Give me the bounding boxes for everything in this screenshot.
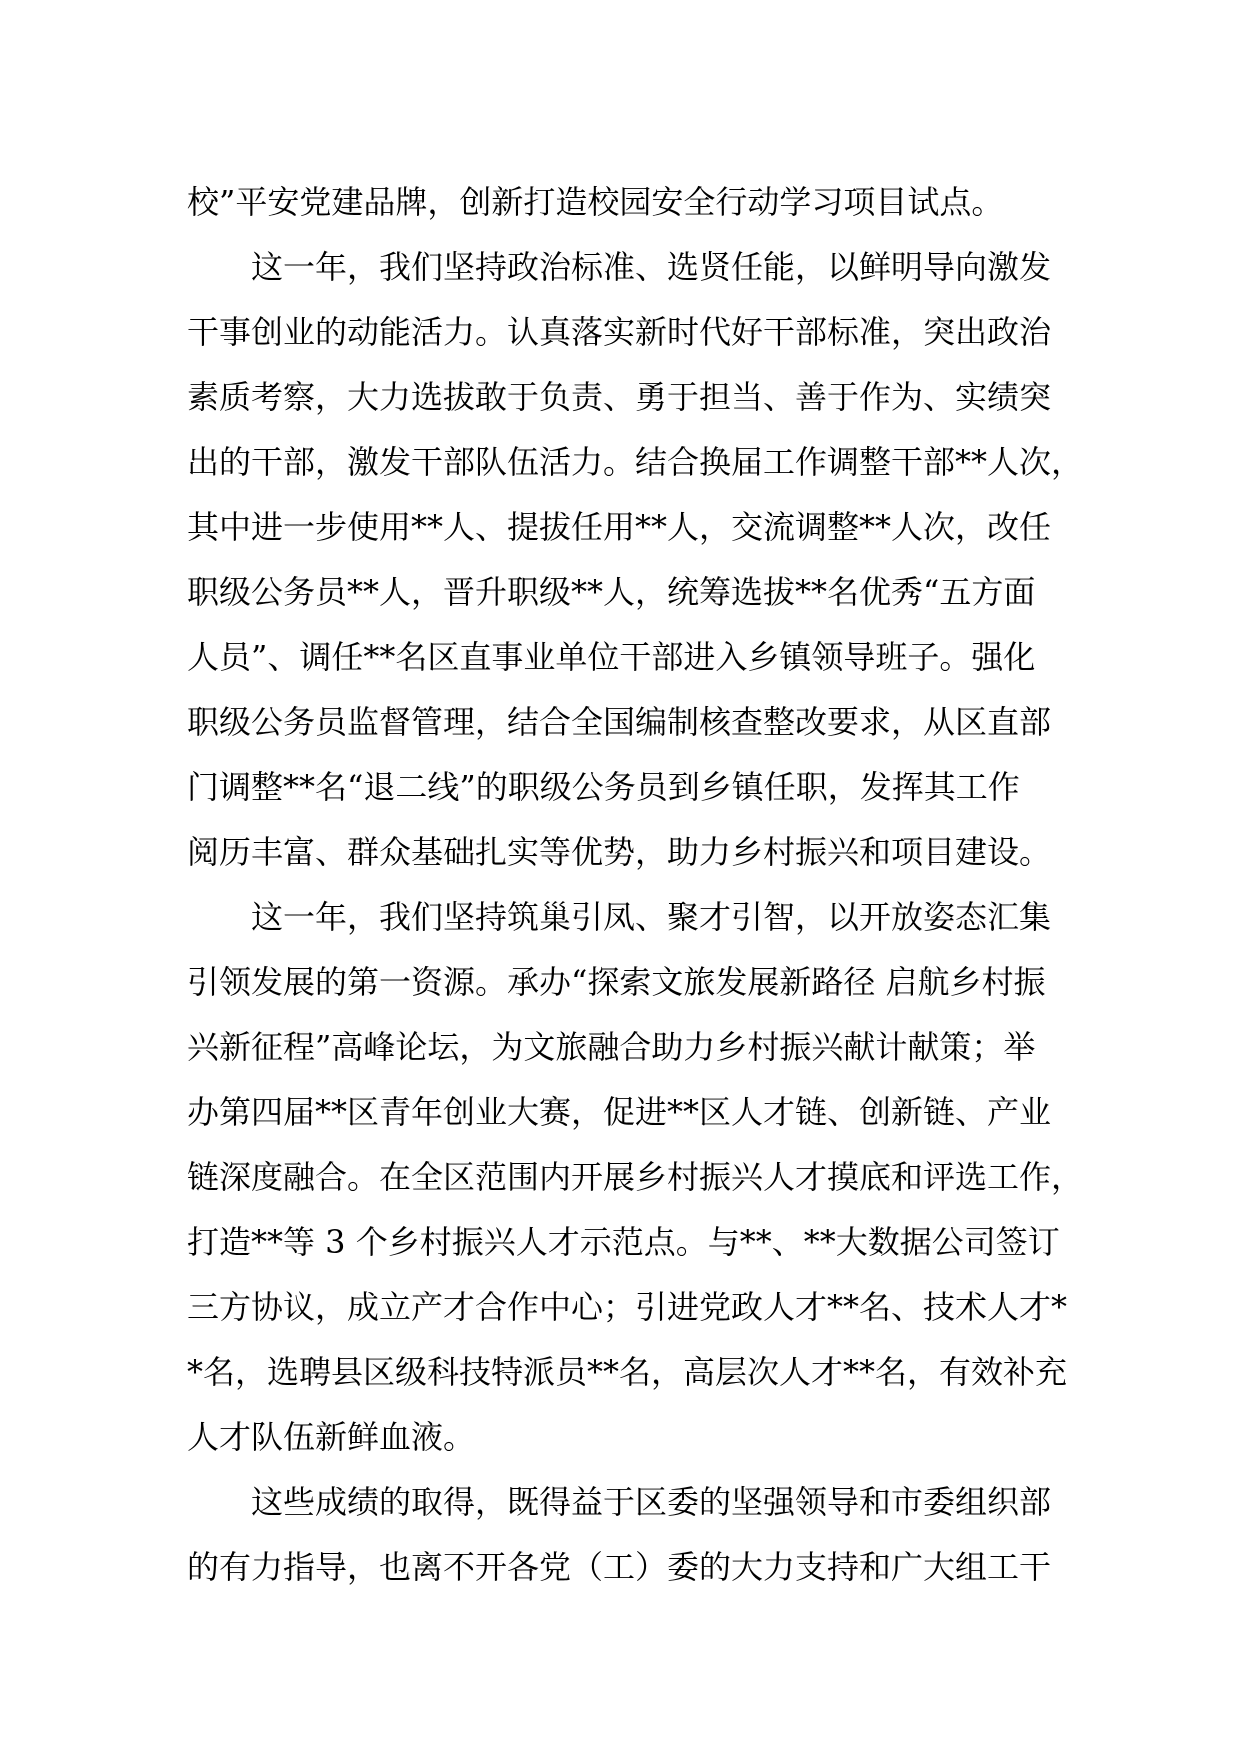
text-line: 门调整**名“退二线”的职级公务员到乡镇任职，发挥其工作 xyxy=(187,768,1020,806)
text-line: 链深度融合。在全区范围内开展乡村振兴人才摸底和评选工作， xyxy=(187,1158,1084,1196)
text-line: 兴新征程”高峰论坛，为文旅融合助力乡村振兴献计献策；举 xyxy=(187,1028,1036,1066)
text-line: 校”平安党建品牌，创新打造校园安全行动学习项目试点。 xyxy=(187,183,1004,221)
text-line: 职级公务员**人，晋升职级**人，统筹选拔**名优秀“五方面 xyxy=(187,573,1036,611)
text-line: 人员”、调任**名区直事业单位干部进入乡镇领导班子。强化 xyxy=(187,638,1036,676)
paragraph-start-line: 这些成绩的取得，既得益于区委的坚强领导和市委组织部 xyxy=(251,1483,1052,1521)
paragraph-start-line: 这一年，我们坚持筑巢引凤、聚才引智，以开放姿态汇集 xyxy=(251,898,1052,936)
document-body xyxy=(187,170,1084,1600)
text-line: 其中进一步使用**人、提拔任用**人，交流调整**人次，改任 xyxy=(187,508,1052,546)
text-line: 出的干部，激发干部队伍活力。结合换届工作调整干部**人次， xyxy=(187,443,1084,481)
text-line: 人才队伍新鲜血液。 xyxy=(187,1418,476,1456)
text-line: 干事创业的动能活力。认真落实新时代好干部标准，突出政治 xyxy=(187,313,1052,351)
text-line: 的有力指导，也离不开各党（工）委的大力支持和广大组工干 xyxy=(187,1548,1052,1586)
text-line: 引领发展的第一资源。承办“探索文旅发展新路径 启航乡村振 xyxy=(187,963,1046,1001)
text-line: 职级公务员监督管理，结合全国编制核查整改要求，从区直部 xyxy=(187,703,1052,741)
text-line: 办第四届**区青年创业大赛，促进**区人才链、创新链、产业 xyxy=(187,1093,1052,1131)
text-line: 素质考察，大力选拔敢于负责、勇于担当、善于作为、实绩突 xyxy=(187,378,1052,416)
paragraph-start-line: 这一年，我们坚持政治标准、选贤任能，以鲜明导向激发 xyxy=(251,248,1052,286)
text-line: 阅历丰富、群众基础扎实等优势，助力乡村振兴和项目建设。 xyxy=(187,833,1052,871)
text-line: 打造**等 3 个乡村振兴人才示范点。与**、**大数据公司签订 xyxy=(187,1223,1060,1261)
text-line: *名，选聘县区级科技特派员**名，高层次人才**名，有效补充 xyxy=(187,1353,1068,1391)
text-line: 三方协议，成立产才合作中心；引进党政人才**名、技术人才* xyxy=(187,1288,1068,1326)
